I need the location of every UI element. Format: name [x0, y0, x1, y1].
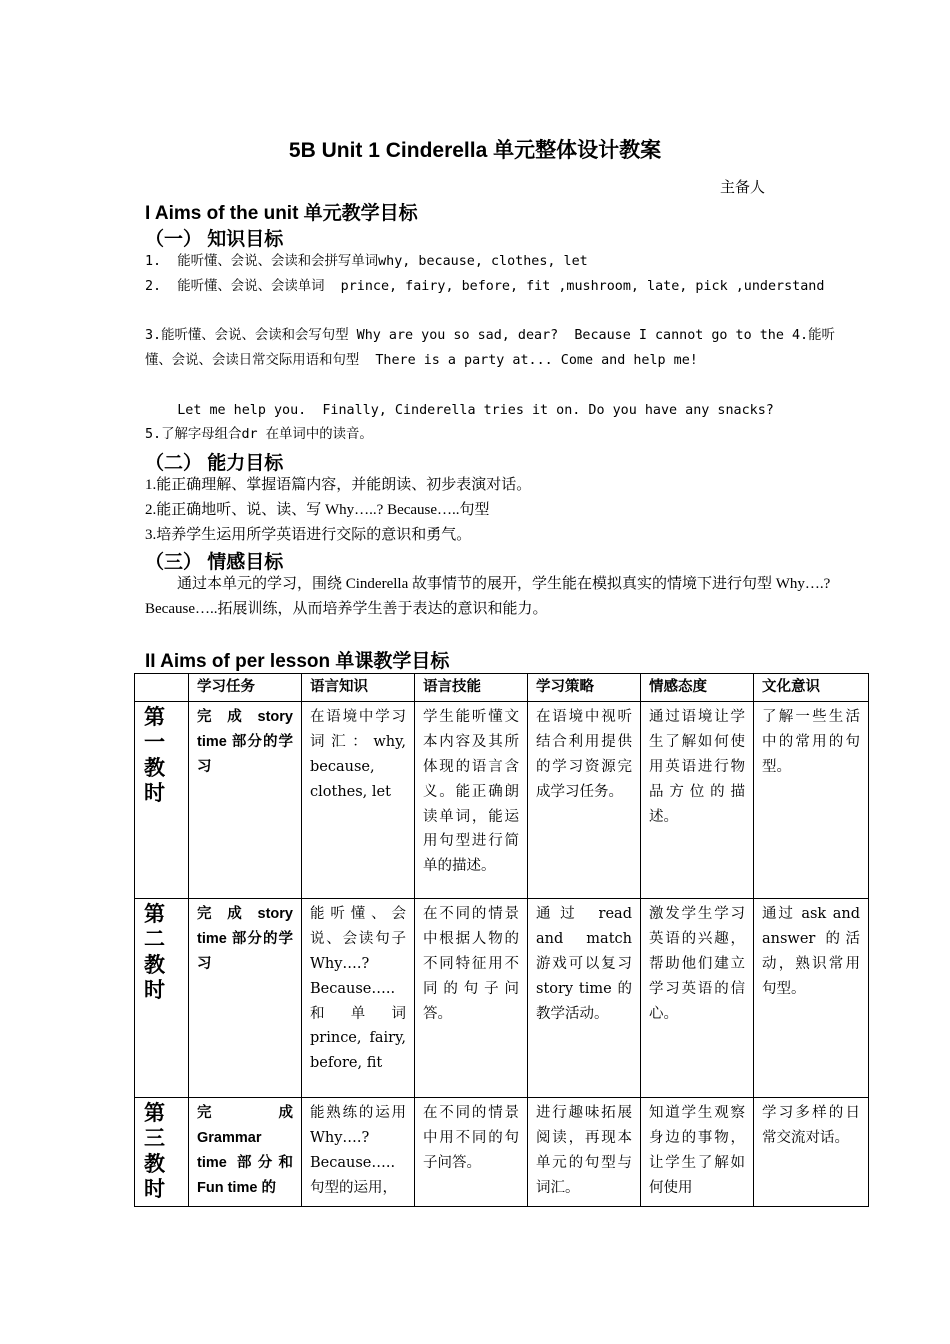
- culture-cell: 了解一些生活中的常用的句型。: [754, 701, 869, 898]
- knowledge-cell: 能听懂、会说、会读句子 Why….? Because….. 和 单 词 prince, fairy, before, fit: [302, 898, 415, 1097]
- document-title: 5B Unit 1 Cinderella 单元整体设计教案: [288, 139, 662, 162]
- emotion-goals-heading: （三） 情感目标: [145, 552, 284, 573]
- header-skill: 语言技能: [415, 674, 528, 702]
- ability-goal-1: 1.能正确理解、掌握语篇内容，并能朗读、初步表演对话。: [145, 477, 532, 493]
- knowledge-goal-4-cont: Let me help you. Finally, Cinderella tries it on. Do you have any snacks?: [145, 403, 774, 418]
- emotion-goal-paragraph: 通过本单元的学习，围绕 Cinderella 故事情节的展开，学生能在模拟真实的情境下进行句型 Why….?Because…..拓展训练，从而培养学生善于表达的意识和能力。: [145, 576, 831, 617]
- task-cell: 完 成 story time 部分的学习: [189, 898, 302, 1097]
- skill-cell: 在不同的情景中根据人物的不同特征用不同的句子问答。: [415, 898, 528, 1097]
- knowledge-goals-heading: （一） 知识目标: [145, 229, 284, 250]
- knowledge-cell: 能熟练的运用 Why….? Because….. 句型的运用，: [302, 1097, 415, 1206]
- header-culture: 文化意识: [754, 674, 869, 702]
- attitude-cell: 激发学生学习英语的兴趣，帮助他们建立学习英语的信心。: [641, 898, 754, 1097]
- culture-cell: 学习多样的日常交流对话。: [754, 1097, 869, 1206]
- task-cell: 完 成 Grammar time 部分和 Fun time 的: [189, 1097, 302, 1206]
- strategy-cell: 进行趣味拓展阅读，再现本单元的句型与词汇。: [528, 1097, 641, 1206]
- strategy-cell: 通过 read and match 游戏可以复习 story time 的教学活动。: [528, 898, 641, 1097]
- strategy-cell: 在语境中视听结合利用提供的学习资源完成学习任务。: [528, 701, 641, 898]
- knowledge-goal-1: 1. 能听懂、会说、会读和会拼写单词why, because, clothes, let: [145, 254, 588, 269]
- knowledge-goal-3: 3.能听懂、会说、会读和会写句型 Why are you so sad, dear? Because I cannot go to the 4.能听懂、会说、会读日常交际用语和句型 There is a party at... Come and help me!: [145, 328, 835, 368]
- ability-goals-heading: （二） 能力目标: [145, 453, 284, 474]
- table-row: [135, 1097, 869, 1206]
- table-header-row: [135, 674, 869, 702]
- period-cell: 第三教时: [135, 1097, 189, 1206]
- skill-cell: 在不同的情景中用不同的句子问答。: [415, 1097, 528, 1206]
- attitude-cell: 知道学生观察身边的事物，让学生了解如何使用: [641, 1097, 754, 1206]
- header-empty: [135, 674, 189, 702]
- section-1-heading: I Aims of the unit 单元教学目标: [145, 203, 418, 224]
- skill-cell: 学生能听懂文本内容及其所体现的语言含义。能正确朗读单词，能运用句型进行简单的描述。: [415, 701, 528, 898]
- lesson-goals-table: [134, 673, 869, 1207]
- ability-goal-3: 3.培养学生运用所学英语进行交际的意识和勇气。: [145, 527, 472, 543]
- header-attitude: 情感态度: [641, 674, 754, 702]
- knowledge-goal-5: 5.了解字母组合dr 在单词中的读音。: [145, 427, 373, 442]
- attitude-cell: 通过语境让学生了解如何使用英语进行物品方位的描述。: [641, 701, 754, 898]
- header-strategy: 学习策略: [528, 674, 641, 702]
- ability-goal-2: 2.能正确地听、说、读、写 Why…..? Because…..句型: [145, 502, 490, 518]
- culture-cell: 通过 ask and answer 的活动，熟识常用句型。: [754, 898, 869, 1097]
- period-cell: 第一教时: [135, 701, 189, 898]
- header-knowledge: 语言知识: [302, 674, 415, 702]
- knowledge-cell: 在语境中学习词汇：why, because, clothes, let: [302, 701, 415, 898]
- preparer-label: 主备人: [720, 178, 766, 196]
- section-2-heading: II Aims of per lesson 单课教学目标: [145, 651, 450, 672]
- header-task: 学习任务: [189, 674, 302, 702]
- knowledge-goal-2: 2. 能听懂、会说、会读单词 prince, fairy, before, fit ,mushroom, late, pick ,understand: [145, 279, 825, 294]
- period-cell: 第二教时: [135, 898, 189, 1097]
- table-row: [135, 701, 869, 898]
- table-row: [135, 898, 869, 1097]
- task-cell: 完 成 story time 部分的学习: [189, 701, 302, 898]
